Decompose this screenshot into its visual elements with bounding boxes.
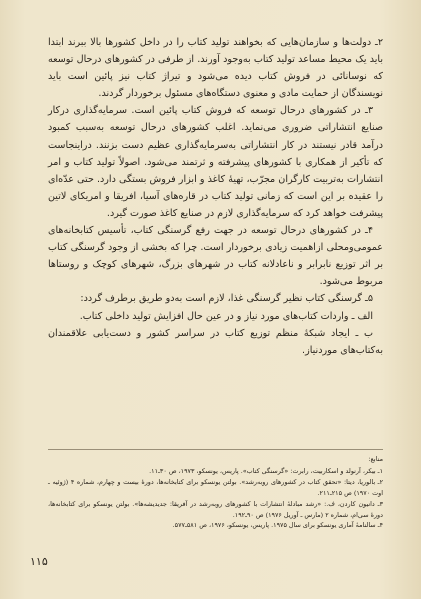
source-item: ۲ـ بالوریا، دیتا: «تحقق کتاب در کشورهای روبه‌رشد». بولتن یونسکو برای کتابخانه‌ها، دورهٔ بیست و چهارم، شماره ۴ (ژوئیه ـ اوت ۱۹۷۰) ص ۲۱۵ـ۲۱۱. xyxy=(48,477,383,497)
sources-section xyxy=(48,454,383,531)
paragraph-point-4: ۴ـ در کشورهای درحال توسعه در جهت رفع گرسنگی کتاب، تأسیس کتابخانه‌های عمومی‌ومحلی ازاهمیت زیادی برخوردار است. چرا که بخشی از وجود گرسنگی کتاب بر اثر توزیع نابرابر و ناعادلانه کتاب در شهرهای بزرگ، شهرهای کوچک و روستاها مربوط می‌شود. xyxy=(48,225,383,288)
sources-title: منابع: xyxy=(368,455,383,463)
paragraph-point-3: ۳ـ در کشورهای درحال توسعه که فروش کتاب پائین است. سرمایه‌گذاری درکار صنایع انتشاراتی ضروری می‌نماید. اغلب کشورهای درحال توسعه به‌سبب کمبود درآمد قادر نیستند در کار انتشاراتی به‌سرمایه‌گذاری عظیم دست بزنند. دراینجاست که تأکیر از همکاری با کشورهای پیشرفته و ثرتمند می‌شود. اصولاً تولید کتاب و امر انتشارات به‌تربیت کارگران مجرّب، تهیهٔ کاغذ و ابزار فروش بستگی دارد. حتی عدّه‌ای را عقیده بر این است که زمانی تولید کتاب در قاره‌های آسیا، افریقا و امریکای لاتین پیشرفت خواهد کرد که سرمایه‌گذاری لازم در صنایع کاغذ صورت گیرد. xyxy=(48,105,383,219)
footnote-divider xyxy=(48,449,383,450)
source-item: ۴ـ سالنامهٔ آماری یونسکو برای سال ۱۹۷۵. پاریس، یونسکو، ۱۹۷۶، ص ۵۸۱ـ۵۷۷. xyxy=(172,521,383,530)
body-text xyxy=(48,34,383,359)
paragraph-point-5: ۵ـ گرسنگی کتاب نظیر گرسنگی غذا، لازم است به‌دو طریق برطرف گردد: xyxy=(80,293,373,305)
page-number: ۱۱۵ xyxy=(30,555,48,568)
source-item: ۱ـ بیکر، آرنولد و اسکاربیت، رابرت: «گرسنگی کتاب». پاریس، یونسکو، ۱۹۷۳، ص ۳۰ـ۱۱. xyxy=(149,466,383,475)
paragraph-point-2: ۲ـ دولت‌ها و سازمان‌هایی که بخواهند تولید کتاب را در داخل کشورها بالا ببرند ابتدا باید یک محیط مساعد تولید کتاب به‌وجود آورند. از طرفی در کشورهای درحال توسعه که نوسانائی در فروش کتاب دیده می‌شود و تیراژ کتاب نیز پائین است باید نویسندگان از حمایت مادی و معنوی دستگاه‌های مسئول برخوردار گردند. xyxy=(48,37,383,100)
paragraph-item-alef: الف ـ واردات کتاب‌های مورد نیاز و در عین حال افزایش تولید داخلی کتاب. xyxy=(79,310,373,322)
source-item: ۳ـ دانیون کاردن، ف.: «رشد مبادلهٔ انتشارات با کشورهای روبه‌رشد در آفریقا: جدیدیشه‌ها». بولتن یونسکو برای کتابخانه‌ها، دورهٔ سی‌ام، شماره ۲ (مارس ـ آوریل ۱۹۷۶) ص ۹۰ـ۱۹۲. xyxy=(48,499,383,519)
paragraph-item-be: ب ـ ایجاد شبکهٔ منظم توزیع کتاب در سراسر کشور و دست‌یابی علاقمندان به‌کتاب‌های موردنیاز. xyxy=(48,327,383,356)
